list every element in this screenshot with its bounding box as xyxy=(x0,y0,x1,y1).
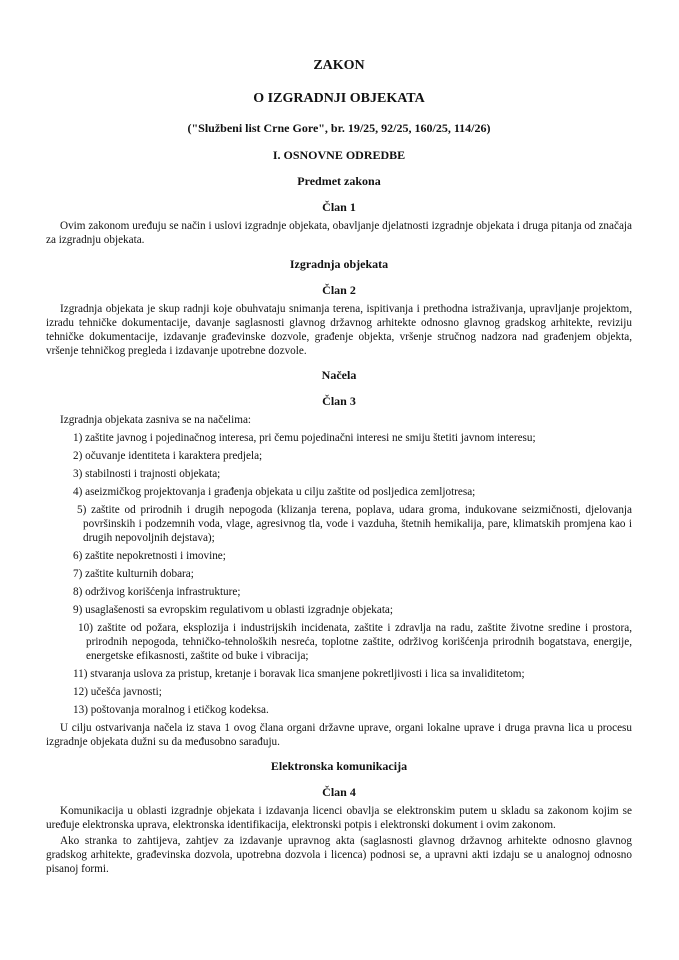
list-item: 11) stvaranja uslova za pristup, kretanje i boravak lica smanjene pokretljivosti i lica sa invaliditetom; xyxy=(73,668,525,680)
list-item: 1) zaštite javnog i pojedinačnog interesa, pri čemu pojedinačni interesi ne smiju štetiti javnom interesu; xyxy=(73,432,536,444)
law-subtitle: O IZGRADNJI OBJEKATA xyxy=(253,91,425,106)
list-item: 3) stabilnosti i trajnosti objekata; xyxy=(73,468,221,480)
section-heading-elektronska: Elektronska komunikacija xyxy=(270,759,408,773)
list-item: 12) učešća javnosti; xyxy=(73,686,162,698)
section-heading-predmet: Predmet zakona xyxy=(297,174,381,188)
principles-list xyxy=(46,431,632,717)
article-3-intro: Izgradnja objekata zasniva se na načelima: xyxy=(60,414,252,426)
list-item: 4) aseizmičkog projektovanja i građenja objekata u cilju zaštite od posljedica zemljotresa; xyxy=(73,486,476,498)
law-title: ZAKON xyxy=(313,58,365,73)
article-3-title: Član 3 xyxy=(322,394,356,408)
part-heading: I. OSNOVNE ODREDBE xyxy=(272,148,406,162)
document-page xyxy=(46,58,632,886)
list-item: 2) očuvanje identiteta i karaktera predjela; xyxy=(73,450,263,462)
article-3-closing: U cilju ostvarivanja načela iz stava 1 ovog člana organi državne uprave, organi lokalne uprave i druga pravna lica u procesu izgradnje objekata dužni su da međusobno sarađuju. xyxy=(46,722,632,748)
list-item: 7) zaštite kulturnih dobara; xyxy=(73,568,194,580)
article-4-title: Član 4 xyxy=(322,785,356,799)
article-4-paragraph-2: Ako stranka to zahtijeva, zahtjev za izdavanje upravnog akta (saglasnosti glavnog državnog arhitekte odnosno glavnog gradskog arhitekte, građevinska dozvola, upotrebna dozvola i licenca) podnosi se, a upravni akti izdaju se u analognoj odnosno pisanoj formi. xyxy=(46,835,632,875)
list-item: 10) zaštite od požara, eksplozija i industrijskih incidenata, zaštite i zdravlja na radu, zaštite životne sredine i prostora, prirodnih nepogoda, tehničko-tehnoloških nesreća, toplotne zaštite, održivog korišćenja prirodnih bogatstava, energije, energetske efikasnosti, zaštite od buke i vibracija; xyxy=(78,622,632,662)
article-1-title: Član 1 xyxy=(322,200,356,214)
list-item: 6) zaštite nepokretnosti i imovine; xyxy=(73,550,226,562)
article-4-paragraph-1: Komunikacija u oblasti izgradnje objekata i izdavanja licenci obavlja se elektronskim putem u skladu sa zakonom kojim se uređuje elektronska uprava, elektronska identifikacija, elektronski potpis i elektronski dokument i ovim zakonom. xyxy=(46,805,632,831)
article-2-title: Član 2 xyxy=(322,283,356,297)
list-item: 5) zaštite od prirodnih i drugih nepogoda (klizanja terena, poplava, udara groma, indukovane seizmičnosti, djelovanja površinskih i podzemnih voda, vlage, agresivnog tla, vode i vazduha, štetnih hemikalija, pare, klimatskih promjena kao i drugih nepovoljnih dejstava); xyxy=(77,504,632,544)
article-1-text: Ovim zakonom uređuju se način i uslovi izgradnje objekata, obavljanje djelatnosti izgradnje objekata i druga pitanja od značaja za izgradnju objekata. xyxy=(46,220,632,246)
list-item: 9) usaglašenosti sa evropskim regulativom u oblasti izgradnje objekata; xyxy=(73,604,394,616)
article-2-text: Izgradnja objekata je skup radnji koje obuhvataju snimanja terena, ispitivanja i prethodna istraživanja, upravljanje projektom, izradu tehničke dokumentacije, davanje saglasnosti glavnog državnog arhitekte odnosno glavnog gradskog arhitekte, reviziju tehničke dokumentacije, izdavanje građevinske dozvole, građenje objekta, vršenje stručnog nadzora nad građenjem objekta, vršenje tehničkog pregleda i izdavanje upotrebne dozvole. xyxy=(46,303,632,357)
section-heading-izgradnja: Izgradnja objekata xyxy=(289,257,389,271)
list-item: 8) održivog korišćenja infrastrukture; xyxy=(73,586,241,598)
gazette-reference: ("Službeni list Crne Gore", br. 19/25, 92/25, 160/25, 114/26) xyxy=(187,121,491,135)
list-item: 13) poštovanja moralnog i etičkog kodeksa. xyxy=(73,704,269,716)
section-heading-nacela: Načela xyxy=(321,368,357,382)
